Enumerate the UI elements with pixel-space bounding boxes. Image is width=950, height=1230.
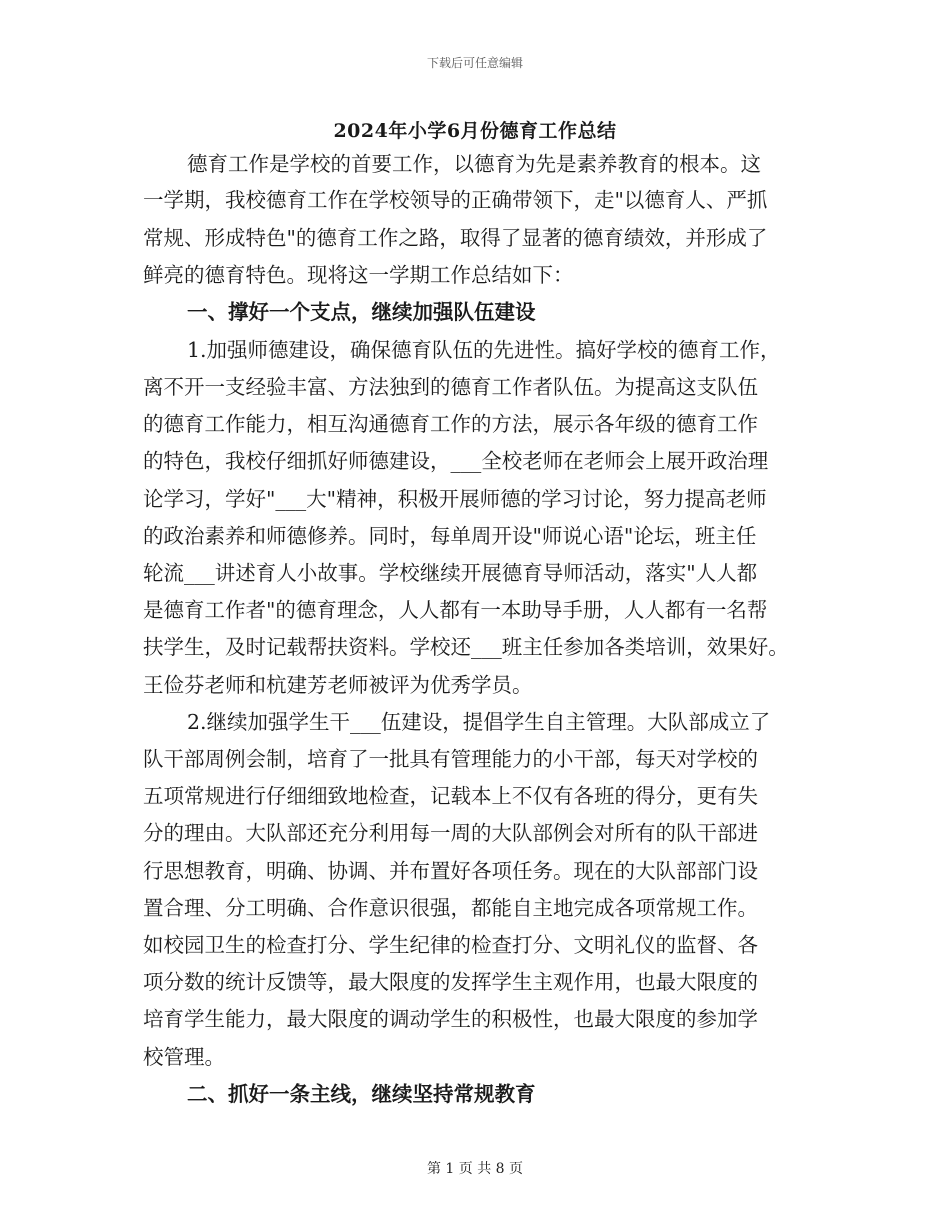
para2-line-9: 培育学生能力，最大限度的调动学生的积极性，也最大限度的参加学 [143,1007,758,1031]
para1-line-7: 轮流___讲述育人小故事。学校继续开展德育导师活动，落实"人人都 [143,561,758,585]
para2-line-10: 校管理。 [143,1045,225,1069]
para1-line-10: 王俭芬老师和杭建芳老师被评为优秀学员。 [143,673,533,697]
page-footer: 第 1 页 共 8 页 [426,1161,524,1177]
para2-line-6: 置合理、分工明确、合作意识很强，都能自主地完成各项常规工作。 [143,896,758,920]
para2-line-5: 行思想教育，明确、协调、并布置好各项任务。现在的大队部部门设 [143,859,758,883]
para2-line-7: 如校园卫生的检查打分、学生纪律的检查打分、文明礼仪的监督、各 [143,933,758,957]
para1-line-8: 是德育工作者"的德育理念，人人都有一本助导手册，人人都有一名帮 [143,598,768,622]
para1-line-4: 的特色，我校仔细抓好师德建设，___全校老师在老师会上展开政治理 [143,449,769,473]
para1-line-6: 的政治素养和师德修养。同时，每单周开设"师说心语"论坛，班主任 [143,524,757,548]
para1-line-3: 的德育工作能力，相互沟通德育工作的方法，展示各年级的德育工作 [143,412,758,436]
document-title: 2024年小学6月份德育工作总结 [333,120,617,142]
para2-line-3: 五项常规进行仔细细致地检查，记载本上不仅有各班的得分，更有失 [143,784,758,808]
header-note: 下载后可任意编辑 [426,56,523,70]
para1-line-5: 论学习，学好"___大"精神，积极开展师德的学习讨论，努力提高老师 [143,487,767,511]
section-heading-2: 二、抓好一条主线，继续坚持常规教育 [187,1082,536,1106]
para2-line-4: 分的理由。大队部还充分利用每一周的大队部例会对所有的队干部进 [143,821,758,845]
para1-line-9: 扶学生，及时记载帮扶资料。学校还___班主任参加各类培训，效果好。 [143,635,789,659]
intro-line-4: 鲜亮的德育特色。现将这一学期工作总结如下： [143,263,574,287]
para2-line-8: 项分数的统计反馈等，最大限度的发挥学生主观作用，也最大限度的 [143,970,758,994]
para2-line-1: 2.继续加强学生干___伍建设，提倡学生自主管理。大队部成立了 [187,710,771,734]
intro-line-3: 常规、形成特色"的德育工作之路，取得了显著的德育绩效，并形成了 [143,226,768,250]
intro-line-2: 一学期，我校德育工作在学校领导的正确带领下，走"以德育人、严抓 [143,188,768,212]
para2-line-2: 队干部周例会制，培育了一批具有管理能力的小干部，每天对学校的 [143,747,758,771]
para1-line-2: 离不开一支经验丰富、方法独到的德育工作者队伍。为提高这支队伍 [143,375,758,399]
para1-line-1: 1.加强师德建设，确保德育队伍的先进性。搞好学校的德育工作， [187,338,781,362]
intro-line-1: 德育工作是学校的首要工作，以德育为先是素养教育的根本。这 [187,152,761,176]
section-heading-1: 一、撑好一个支点，继续加强队伍建设 [187,300,536,324]
